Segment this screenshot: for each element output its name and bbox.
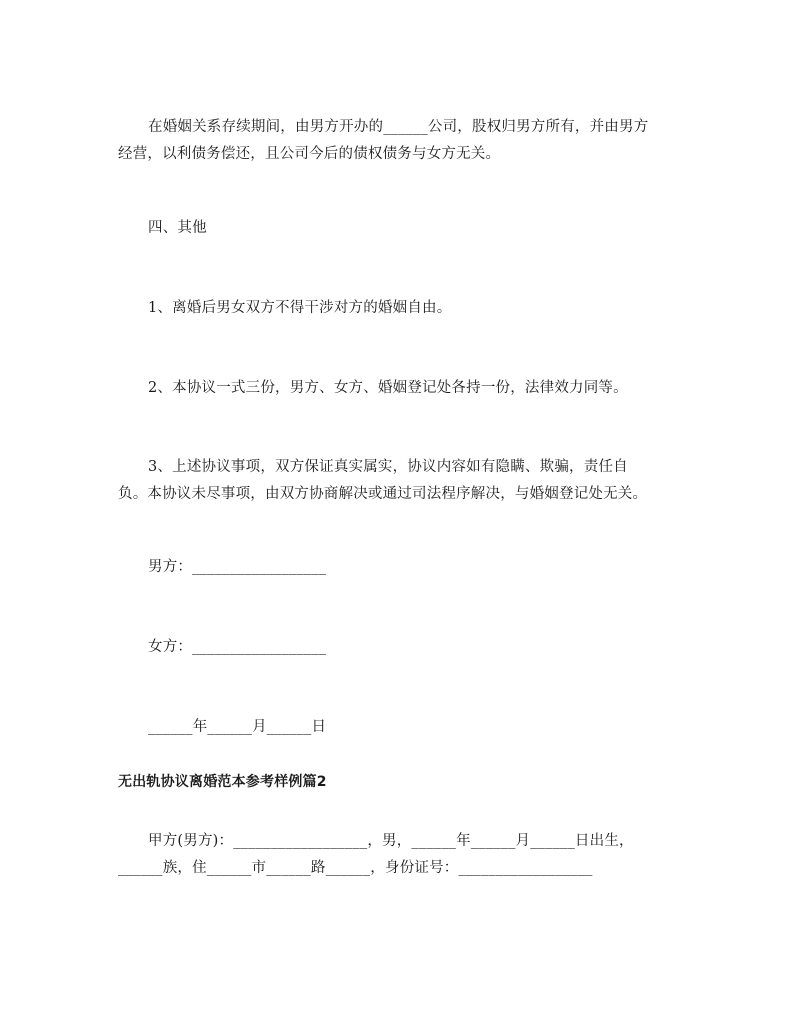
section-heading-other-text: 四、其他 xyxy=(148,220,207,236)
list-item-2 xyxy=(118,375,708,402)
signature-male-text: 男方：__________________ xyxy=(148,559,327,575)
list-item-1-text: 1、离婚后男女双方不得干涉对方的婚姻自由。 xyxy=(148,300,452,316)
signature-female-text: 女方：__________________ xyxy=(148,639,327,655)
paragraph-company-line-2: 经营，以利债务偿还，且公司今后的债权债务与女方无关。 xyxy=(118,146,501,162)
signature-date xyxy=(118,714,708,741)
sample-2-title xyxy=(118,769,678,796)
party-a-info xyxy=(118,828,708,855)
list-item-3-line-2: 负。本协议未尽事项，由双方协商解决或通过司法程序解决，与婚姻登记处无关。 xyxy=(118,486,648,502)
list-item-3-line-1: 3、上述协议事项，双方保证真实属实，协议内容如有隐瞒、欺骗，责任自 xyxy=(148,459,628,475)
list-item-1 xyxy=(118,295,708,322)
party-a-info-cont xyxy=(118,855,678,882)
paragraph-company-line-1: 在婚姻关系存续期间，由男方开办的______公司，股权归男方所有，并由男方 xyxy=(148,119,649,135)
party-a-line-2: ______族，住______市______路______，身份证号：__________________ xyxy=(118,860,593,876)
signature-female xyxy=(118,634,708,661)
list-item-2-text: 2、本协议一式三份，男方、女方、婚姻登记处各持一份，法律效力同等。 xyxy=(148,380,628,396)
sample-2-title-text: 无出轨协议离婚范本参考样例篇2 xyxy=(118,774,327,790)
signature-male xyxy=(118,554,708,581)
section-heading-other xyxy=(118,215,708,242)
list-item-3-cont xyxy=(118,481,678,508)
list-item-3 xyxy=(118,454,708,481)
party-a-line-1: 甲方(男方)：__________________，男，______年______月______日出生， xyxy=(148,833,634,849)
signature-date-text: ______年______月______日 xyxy=(148,719,327,735)
paragraph-company-cont xyxy=(118,141,678,168)
paragraph-company xyxy=(118,114,708,141)
